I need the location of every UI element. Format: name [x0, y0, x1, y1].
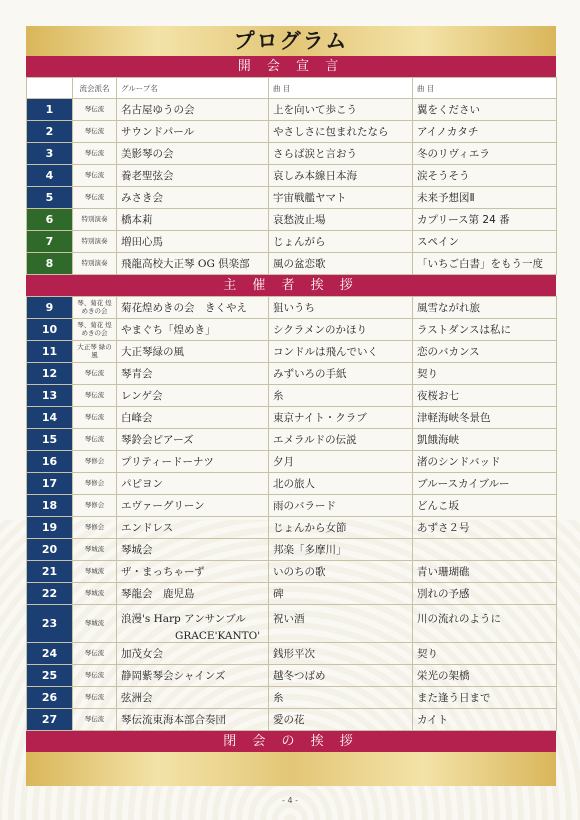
row-number: 22 — [27, 583, 73, 605]
group-name: 増田心馬 — [117, 231, 269, 253]
song-1: じょんから女節 — [269, 517, 413, 539]
row-number: 24 — [27, 643, 73, 665]
song-1: 碑 — [269, 583, 413, 605]
song-2: 青い珊瑚礁 — [413, 561, 557, 583]
group-name: 静岡紫琴会シャインズ — [117, 665, 269, 687]
song-2: 冬のリヴィエラ — [413, 143, 557, 165]
table-row — [27, 561, 557, 583]
song-2: あずさ２号 — [413, 517, 557, 539]
school-name: 琴伝流 — [73, 187, 117, 209]
row-number: 15 — [27, 429, 73, 451]
table-row — [27, 165, 557, 187]
row-number: 4 — [27, 165, 73, 187]
table-row — [27, 231, 557, 253]
song-2: 恋のバカンス — [413, 341, 557, 363]
table-row — [27, 665, 557, 687]
header-song1: 曲 目 — [269, 78, 413, 99]
school-name: 琴伝流 — [73, 407, 117, 429]
song-1: 風の盆恋歌 — [269, 253, 413, 275]
table-row — [27, 495, 557, 517]
title-banner — [26, 26, 556, 56]
program-body — [26, 56, 556, 786]
group-name-line2: GRACE'KANTO' — [175, 630, 261, 642]
table-row — [27, 539, 557, 561]
header-school: 流会派名 — [73, 78, 117, 99]
table-row — [27, 253, 557, 275]
song-1: みずいろの手紙 — [269, 363, 413, 385]
program-table-a — [26, 77, 557, 275]
school-name: 琴伝流 — [73, 709, 117, 731]
table-row — [27, 517, 557, 539]
song-2: アイノカタチ — [413, 121, 557, 143]
row-number: 20 — [27, 539, 73, 561]
row-number: 8 — [27, 253, 73, 275]
row-number: 18 — [27, 495, 73, 517]
group-name: 飛龍高校大正琴 OG 倶楽部 — [117, 253, 269, 275]
group-name: 琴鈴会ピアーズ — [117, 429, 269, 451]
song-1: 愛の花 — [269, 709, 413, 731]
song-1: 哀愁波止場 — [269, 209, 413, 231]
group-name: 白峰会 — [117, 407, 269, 429]
row-number: 27 — [27, 709, 73, 731]
row-number: 10 — [27, 319, 73, 341]
table-row — [27, 99, 557, 121]
school-name: 琴修会 — [73, 517, 117, 539]
row-number: 3 — [27, 143, 73, 165]
school-name: 琴城流 — [73, 561, 117, 583]
row-number: 6 — [27, 209, 73, 231]
table-row — [27, 187, 557, 209]
group-name: 大正琴緑の風 — [117, 341, 269, 363]
song-1: コンドルは飛んでいく — [269, 341, 413, 363]
song-2: 凱餓海峡 — [413, 429, 557, 451]
table-row — [27, 605, 557, 643]
table-row — [27, 363, 557, 385]
group-name: サウンドパール — [117, 121, 269, 143]
header-song2: 曲 目 — [413, 78, 557, 99]
group-name: 加茂女会 — [117, 643, 269, 665]
table-row — [27, 407, 557, 429]
song-2: 別れの予感 — [413, 583, 557, 605]
song-2: ラストダンスは私に — [413, 319, 557, 341]
song-1: 銭形平次 — [269, 643, 413, 665]
song-1: 越冬つばめ — [269, 665, 413, 687]
song-1: さらば涙と言おう — [269, 143, 413, 165]
table-row — [27, 709, 557, 731]
song-2: 栄光の架橋 — [413, 665, 557, 687]
table-row — [27, 643, 557, 665]
song-1: 北の旅人 — [269, 473, 413, 495]
row-number: 25 — [27, 665, 73, 687]
group-name: 養老聖弦会 — [117, 165, 269, 187]
table-row — [27, 473, 557, 495]
row-number: 12 — [27, 363, 73, 385]
school-name: 特別演奏 — [73, 253, 117, 275]
song-2: スペイン — [413, 231, 557, 253]
school-name: 特別演奏 — [73, 231, 117, 253]
group-name: 琴青会 — [117, 363, 269, 385]
song-2: 津軽海峡冬景色 — [413, 407, 557, 429]
school-name: 琴城流 — [73, 605, 117, 643]
group-name: みさき会 — [117, 187, 269, 209]
song-2: 涙そうそう — [413, 165, 557, 187]
row-number: 7 — [27, 231, 73, 253]
row-number: 14 — [27, 407, 73, 429]
song-1: 糸 — [269, 385, 413, 407]
group-name: 琴伝流東海本部合奏団 — [117, 709, 269, 731]
header-group: グループ名 — [117, 78, 269, 99]
song-2: 翼をください — [413, 99, 557, 121]
song-2: 風雪ながれ旅 — [413, 297, 557, 319]
group-name: 菊花煌めきの会 きくやえ — [117, 297, 269, 319]
table-row — [27, 209, 557, 231]
row-number: 2 — [27, 121, 73, 143]
row-number: 16 — [27, 451, 73, 473]
program-frame — [26, 26, 556, 786]
group-name — [117, 605, 269, 643]
row-number: 21 — [27, 561, 73, 583]
song-1: じょんがら — [269, 231, 413, 253]
table-row — [27, 341, 557, 363]
song-2: 夜桜お七 — [413, 385, 557, 407]
group-name: 琴龍会 鹿児島 — [117, 583, 269, 605]
table-row — [27, 121, 557, 143]
song-1: 哀しみ本線日本海 — [269, 165, 413, 187]
school-name: 琴、菊花 煌めきの会 — [73, 297, 117, 319]
school-name: 琴城流 — [73, 583, 117, 605]
school-name: 特別演奏 — [73, 209, 117, 231]
row-number: 26 — [27, 687, 73, 709]
school-name: 琴修会 — [73, 495, 117, 517]
song-1: 邦楽「多摩川」 — [269, 539, 413, 561]
table-row — [27, 297, 557, 319]
song-1: 狙いうち — [269, 297, 413, 319]
row-number: 23 — [27, 605, 73, 643]
group-name-line1: 浪漫's Harp アンサンブル — [121, 613, 246, 625]
table-row — [27, 319, 557, 341]
table-row — [27, 385, 557, 407]
song-2: カプリース第 24 番 — [413, 209, 557, 231]
group-name: 弦洲会 — [117, 687, 269, 709]
section-opening: 開 会 宣 言 — [26, 56, 556, 77]
school-name: 琴伝流 — [73, 363, 117, 385]
song-2: カイト — [413, 709, 557, 731]
song-1: 糸 — [269, 687, 413, 709]
song-2: 契り — [413, 363, 557, 385]
song-2: また逢う日まで — [413, 687, 557, 709]
row-number: 1 — [27, 99, 73, 121]
group-name: 美影琴の会 — [117, 143, 269, 165]
song-1: 宇宙戦艦ヤマト — [269, 187, 413, 209]
song-2: 未来予想図Ⅱ — [413, 187, 557, 209]
school-name: 琴城流 — [73, 539, 117, 561]
group-name: エヴァーグリーン — [117, 495, 269, 517]
song-1: シクラメンのかほり — [269, 319, 413, 341]
song-1: 夕月 — [269, 451, 413, 473]
row-number: 11 — [27, 341, 73, 363]
school-name: 琴伝流 — [73, 165, 117, 187]
group-name: やまぐち「煌めき」 — [117, 319, 269, 341]
row-number: 5 — [27, 187, 73, 209]
song-2: どんこ坂 — [413, 495, 557, 517]
page-title: プログラム — [233, 28, 349, 53]
song-1: エメラルドの伝説 — [269, 429, 413, 451]
school-name: 琴修会 — [73, 451, 117, 473]
group-name: ザ・まっちゃーず — [117, 561, 269, 583]
group-name: 琴城会 — [117, 539, 269, 561]
school-name: 琴伝流 — [73, 665, 117, 687]
row-number: 13 — [27, 385, 73, 407]
program-table-b — [26, 296, 557, 731]
school-name: 琴伝流 — [73, 385, 117, 407]
table-row — [27, 451, 557, 473]
table-row — [27, 687, 557, 709]
table-row — [27, 143, 557, 165]
bottom-banner — [26, 752, 556, 786]
group-name: 橋本莉 — [117, 209, 269, 231]
school-name: 琴伝流 — [73, 121, 117, 143]
song-2: ブルースカイブルー — [413, 473, 557, 495]
group-name: レンゲ会 — [117, 385, 269, 407]
song-1: 雨のバラード — [269, 495, 413, 517]
table-header — [27, 78, 557, 99]
school-name: 琴伝流 — [73, 429, 117, 451]
song-1: やさしさに包まれたなら — [269, 121, 413, 143]
row-number: 17 — [27, 473, 73, 495]
song-2: 渚のシンドバッド — [413, 451, 557, 473]
group-name: パピヨン — [117, 473, 269, 495]
table-row — [27, 583, 557, 605]
song-2 — [413, 539, 557, 561]
page-number: - 4 - — [282, 796, 298, 805]
song-1: 東京ナイト・クラブ — [269, 407, 413, 429]
school-name: 琴伝流 — [73, 143, 117, 165]
row-number: 19 — [27, 517, 73, 539]
song-1: 上を向いて歩こう — [269, 99, 413, 121]
school-name: 琴伝流 — [73, 643, 117, 665]
row-number: 9 — [27, 297, 73, 319]
group-name: エンドレス — [117, 517, 269, 539]
section-closing: 閉 会 の 挨 拶 — [26, 731, 556, 752]
school-name: 大正琴 緑の風 — [73, 341, 117, 363]
group-name: 名古屋ゆうの会 — [117, 99, 269, 121]
school-name: 琴、菊花 煌めきの会 — [73, 319, 117, 341]
song-2: 契り — [413, 643, 557, 665]
song-1: いのちの歌 — [269, 561, 413, 583]
section-host: 主 催 者 挨 拶 — [26, 275, 556, 296]
header-no: No. — [27, 78, 73, 99]
school-name: 琴修会 — [73, 473, 117, 495]
table-row — [27, 429, 557, 451]
song-2: 「いちご白書」をもう一度 — [413, 253, 557, 275]
school-name: 琴伝流 — [73, 99, 117, 121]
school-name: 琴伝流 — [73, 687, 117, 709]
song-1: 祝い酒 — [269, 605, 413, 643]
group-name: プリティードーナツ — [117, 451, 269, 473]
song-2: 川の流れのように — [413, 605, 557, 643]
